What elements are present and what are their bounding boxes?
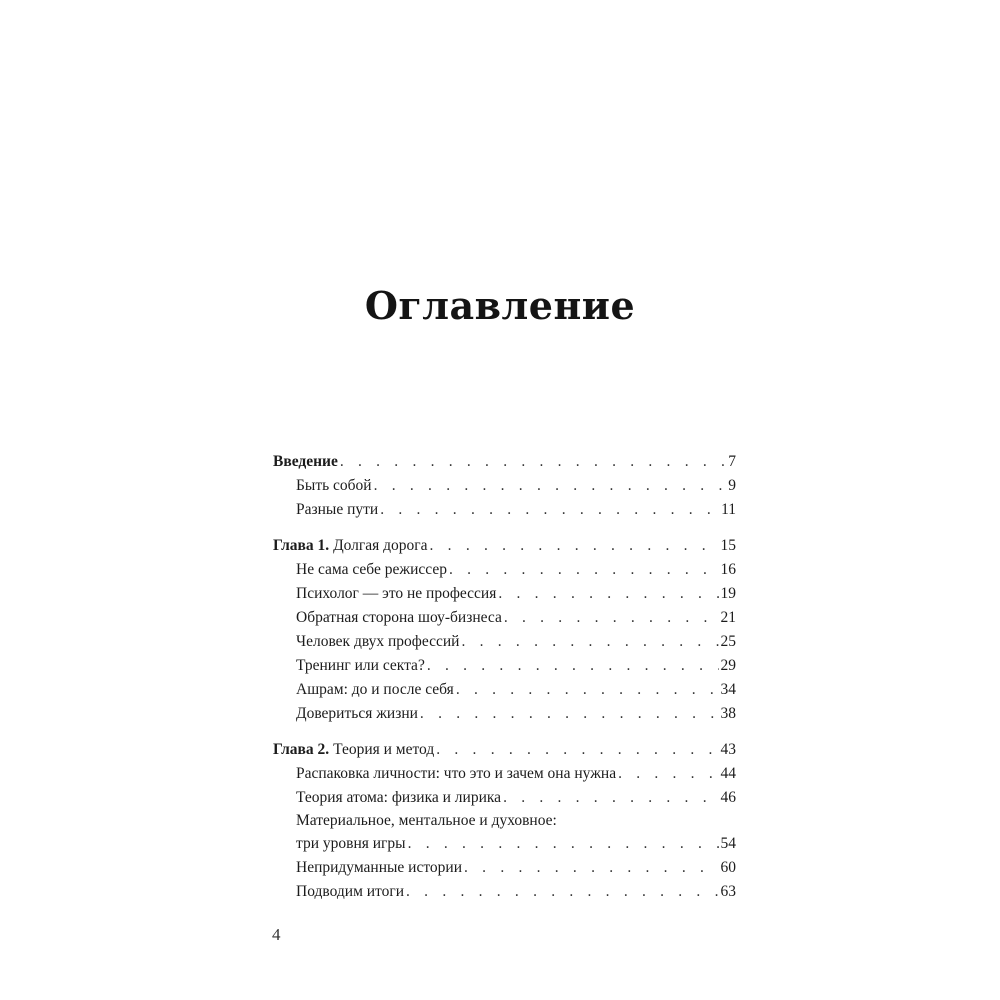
toc-entry[interactable]: [273, 678, 736, 702]
toc-page-number: 44: [720, 765, 736, 782]
toc-page-number: 25: [720, 633, 736, 650]
toc-page-number: 15: [720, 537, 736, 554]
leader-dots: [449, 558, 719, 582]
leader-dots: [498, 582, 718, 606]
toc-page-number: 63: [720, 883, 736, 900]
leader-dots: [380, 498, 719, 522]
toc-page-number: 9: [728, 477, 736, 494]
toc-entry[interactable]: [273, 630, 736, 654]
page-title: Оглавление: [364, 283, 636, 328]
toc-entry-label: Быть собой: [296, 477, 372, 494]
toc-entry[interactable]: [273, 786, 736, 810]
toc-entry-label: три уровня игры: [296, 835, 406, 852]
toc-entry-label: Глава 2. Теория и метод: [273, 741, 435, 758]
toc-page-number: 21: [720, 609, 736, 626]
toc-page-number: 19: [720, 585, 736, 602]
leader-dots: [430, 534, 719, 558]
toc-entry-label: Непридуманные истории: [296, 859, 463, 876]
toc-entry-label-line-1[interactable]: Материальное, ментальное и духовное:: [296, 812, 557, 829]
toc-entry[interactable]: [273, 832, 736, 856]
toc-entry-label: Ашрам: до и после себя: [296, 681, 454, 698]
toc-page-number: 60: [720, 859, 736, 876]
leader-dots: [420, 702, 719, 726]
toc-entry[interactable]: [273, 474, 736, 498]
leader-dots: [618, 762, 718, 786]
toc-page-number: 29: [720, 657, 736, 674]
toc-page-number: 16: [720, 561, 736, 578]
toc-entry-label: Обратная сторона шоу-бизнеса: [296, 609, 502, 626]
toc-entry-chapter-2[interactable]: [273, 738, 736, 762]
toc-page-number: 11: [721, 501, 736, 518]
toc-entry-label: Разные пути: [296, 501, 379, 518]
toc-page-number: 38: [720, 705, 736, 722]
toc-entry[interactable]: [273, 880, 736, 904]
toc-entry[interactable]: [273, 856, 736, 880]
leader-dots: [436, 738, 718, 762]
leader-dots: [406, 880, 718, 904]
leader-dots: [374, 474, 727, 498]
toc-entry-label: Введение: [273, 453, 338, 470]
toc-entry-label: Глава 1. Долгая дорога: [273, 537, 428, 554]
toc-entry-label: Человек двух профессий: [296, 633, 460, 650]
toc-page-number: 54: [720, 835, 736, 852]
toc-entry[interactable]: [273, 498, 736, 522]
toc-entry[interactable]: [273, 558, 736, 582]
toc-entry[interactable]: [273, 606, 736, 630]
toc-page-number: 46: [720, 789, 736, 806]
toc-entry[interactable]: [273, 762, 736, 786]
toc-entry-label: Распаковка личности: что это и зачем она нужна: [296, 765, 617, 782]
page-number: 4: [272, 925, 281, 944]
toc-page-number: 7: [728, 453, 736, 470]
toc-entry-label: Не сама себе режиссер: [296, 561, 447, 578]
toc-entry-label: Довериться жизни: [296, 705, 418, 722]
toc-entry-label: Теория атома: физика и лирика: [296, 789, 502, 806]
toc-entry-intro[interactable]: [273, 450, 736, 474]
leader-dots: [461, 630, 718, 654]
leader-dots: [408, 832, 719, 856]
toc-entry[interactable]: [273, 702, 736, 726]
toc-entry[interactable]: [273, 582, 736, 606]
toc-entry-label: Тренинг или секта?: [296, 657, 425, 674]
leader-dots: [503, 786, 718, 810]
toc-section-intro: [273, 450, 736, 522]
leader-dots: [504, 606, 719, 630]
toc-section-chapter-2: [273, 738, 736, 904]
leader-dots: [464, 856, 718, 880]
toc-page-number: 43: [720, 741, 736, 758]
toc-entry-label: Психолог — это не профессия: [296, 585, 497, 602]
toc-entry-chapter-1[interactable]: [273, 534, 736, 558]
toc-entry[interactable]: [273, 654, 736, 678]
leader-dots: [340, 450, 726, 474]
toc-section-chapter-1: [273, 534, 736, 726]
leader-dots: [456, 678, 719, 702]
table-of-contents: [273, 450, 736, 916]
toc-page-number: 34: [720, 681, 736, 698]
toc-entry-label: Подводим итоги: [296, 883, 405, 900]
leader-dots: [427, 654, 719, 678]
